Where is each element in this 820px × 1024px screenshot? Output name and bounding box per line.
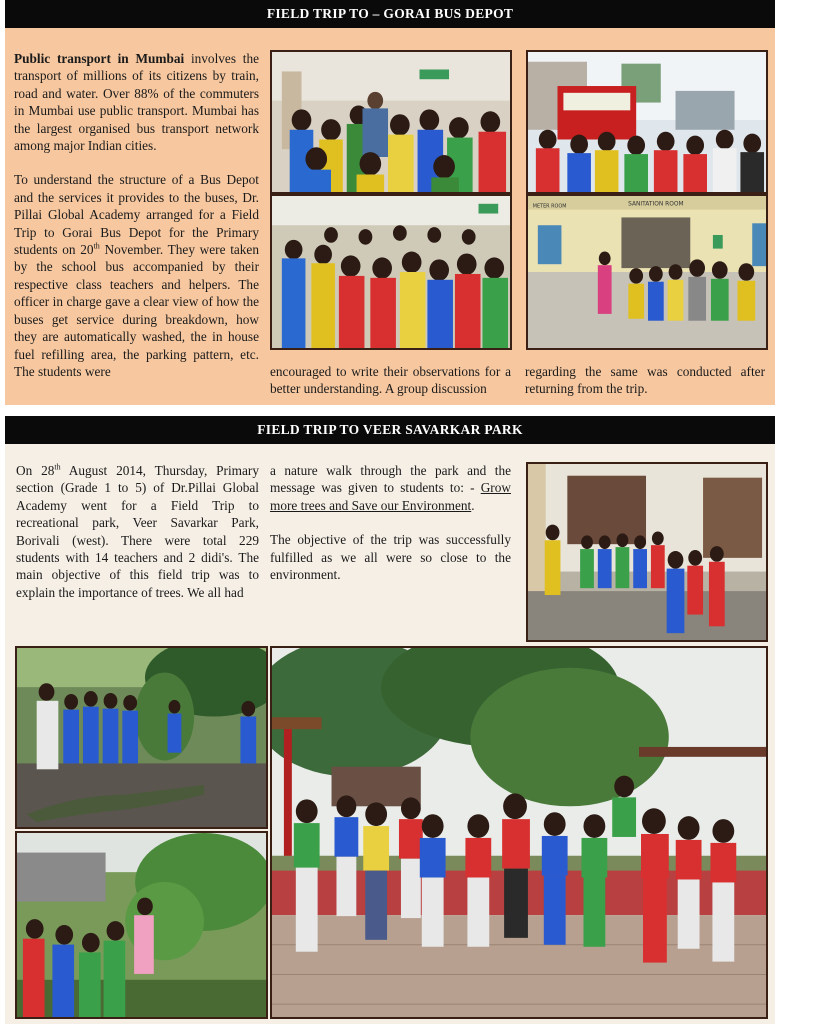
paragraph-intro: [16, 462, 259, 601]
date-suffix: th: [93, 241, 100, 251]
message-underlined: Grow more trees and Save our Environment: [270, 480, 511, 513]
intro-text: involves the transport of millions of its citizens by train, road and water. Over 88% of the commuters in Mumbai use public transport. Mumbai has the largest organised bus transport network among major Indian cities.: [14, 51, 259, 154]
article-column-2: encouraged to write their observations for a better understanding. A group discussion: [270, 364, 511, 397]
photo-nature-walk: [15, 831, 268, 1019]
photo-group-in-garden: [270, 646, 768, 1019]
section-title: FIELD TRIP TO – GORAI BUS DEPOT: [5, 0, 775, 28]
savarkar-park-section: [5, 416, 775, 1024]
article-column-3: regarding the same was conducted after returning from the trip.: [525, 364, 765, 397]
article-column-1: [14, 50, 259, 380]
intro-text-b: August 2014, Thursday, Primary section (Grade 1 to 5) of Dr.Pillai Global Academy went for a Field Trip to recreational park, Veer Savarkar Park, Borivali (west). There were total 229 students with 14 teachers and 2 didi's. The main objective of this field trip was to explain the importance of trees. We all had: [16, 463, 259, 600]
article-column-1: [16, 462, 259, 601]
trip-text-a: To understand the structure of a Bus Depot and the services it provides to the buses, Dr. Pillai Global Academy arranged for a Field Trip to Gorai Bus Depot for the Primary students on 20: [14, 172, 259, 258]
trip-text-b: November. They were taken by the school bus accompanied by their respective class teachers and helpers. The officer in charge gave a clear view of how the buses get service during breakdown, how they are automatically washed, the in house fuel refilling area, the parking pattern, etc. The students were: [14, 242, 259, 379]
bus-depot-section: [5, 0, 775, 405]
paragraph-walk: [270, 462, 511, 514]
paragraph-intro: [14, 50, 259, 154]
lead-text: Public transport in Mumbai: [14, 51, 185, 66]
section-title: FIELD TRIP TO VEER SAVARKAR PARK: [5, 416, 775, 444]
walk-text-end: .: [471, 497, 475, 513]
article-column-2: [270, 462, 511, 583]
photo-bus-depot: [526, 50, 768, 194]
sign-meter-room: METER ROOM: [532, 203, 567, 210]
photo-officer-briefing: [270, 50, 512, 194]
intro-text-a: On 28: [16, 463, 55, 478]
paragraph-objective: The objective of the trip was successfully fulfilled as we all were so close to the environment.: [270, 532, 511, 583]
date-suffix: th: [54, 462, 61, 472]
paragraph-trip: [14, 171, 259, 380]
photo-students-gathered: [270, 194, 512, 350]
photo-crocodile-statue: [15, 646, 268, 829]
photo-park-exhibit: [526, 462, 768, 642]
sign-sanitation-room: SANITATION ROOM: [628, 201, 684, 208]
walk-text: a nature walk through the park and the message was given to students to: -: [270, 463, 511, 496]
photo-sanitation-room: [526, 194, 768, 350]
